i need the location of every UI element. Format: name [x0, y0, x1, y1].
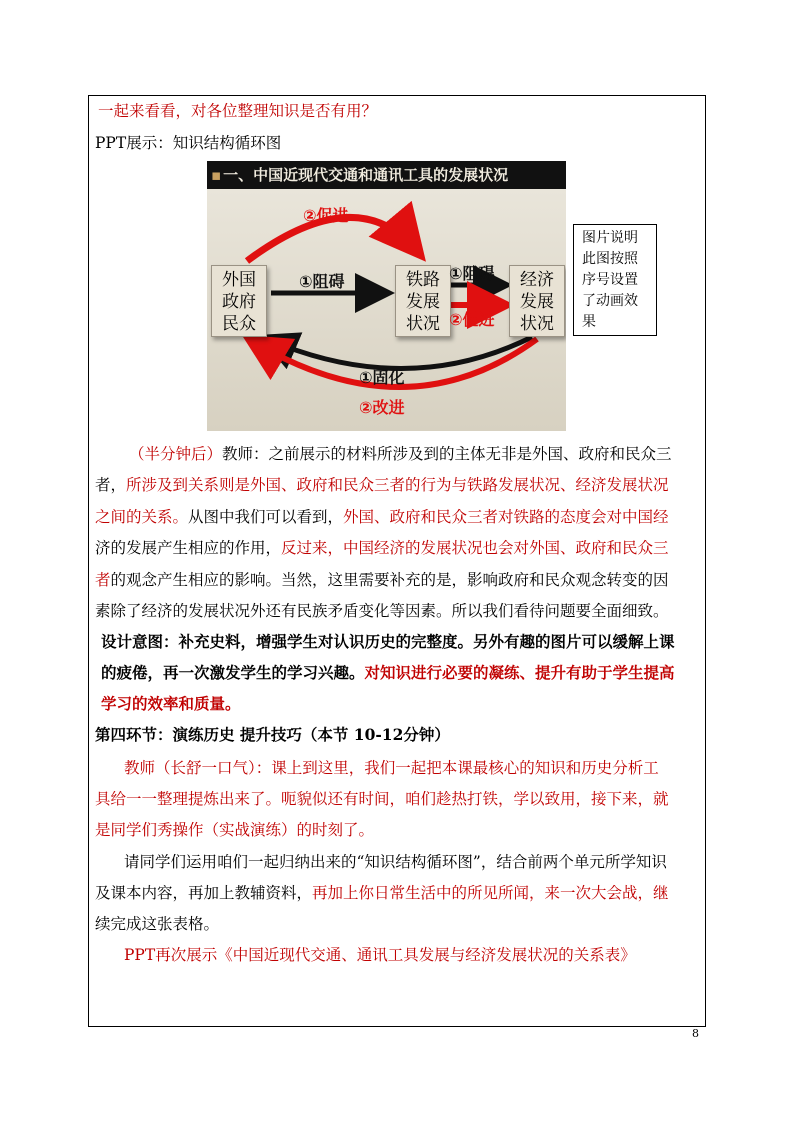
box-right-line: 状况	[520, 314, 554, 334]
para-span: 从图中我们可以看到，	[188, 508, 344, 526]
label-promote-top: ②促进	[303, 206, 349, 225]
student-line	[95, 883, 669, 903]
label-improve: ②改进	[359, 398, 405, 417]
para-span: （半分钟后）	[129, 445, 223, 463]
box-economy-status	[509, 265, 565, 337]
figure-body	[207, 189, 566, 431]
intro-line: 一起来看看，对各位整理知识是否有用？	[98, 102, 378, 120]
design-intent-line	[101, 663, 675, 683]
box-mid-line: 铁路	[406, 270, 440, 290]
student-line: 续完成这张表格。	[95, 915, 220, 933]
label-solidify: ①固化	[359, 368, 405, 387]
box-right-line: 经济	[520, 270, 554, 290]
box-left-line: 政府	[222, 292, 256, 312]
label-hinder-small: ①阻碍	[449, 264, 495, 283]
student-line: 请同学们运用咱们一起归纳出来的“知识结构循环图”，结合前两个单元所学知识	[124, 853, 667, 871]
para-line	[95, 507, 669, 527]
teacher-line: 具给一一整理提炼出来了。呃貌似还有时间，咱们趁热打铁，学以致用，接下来，就	[95, 790, 669, 808]
note-line: 果	[582, 314, 596, 330]
para-line	[95, 570, 669, 590]
para-line	[95, 475, 669, 495]
note-line: 此图按照	[582, 251, 638, 267]
student-span: 及课本内容，再加上教辅资料，	[95, 884, 313, 902]
design-intent-line: 学习的效率和质量。	[101, 694, 241, 713]
para-span: 之间的关系。	[95, 508, 189, 526]
box-right-line: 发展	[520, 292, 554, 312]
para-line	[129, 444, 672, 464]
label-hinder-main: ①阻碍	[299, 272, 345, 291]
section-heading: 第四环节：演练历史 提升技巧（本节 10-12分钟）	[95, 725, 450, 744]
figure-note-box	[573, 224, 657, 336]
para-span: 者	[95, 571, 111, 589]
ppt-second-caption: PPT再次展示《中国近现代交通、通讯工具发展与经济发展状况的关系表》	[124, 946, 636, 964]
para-span: 者，	[95, 476, 127, 494]
para-span: 济的发展产生相应的作用，	[95, 539, 282, 557]
teacher-line: 教师（长舒一口气）：课上到这里，我们一起把本课最核心的知识和历史分析工	[124, 759, 659, 777]
box-railway-status	[395, 265, 451, 337]
note-line: 图片说明	[582, 230, 638, 246]
teacher-line: 是同学们秀操作（实战演练）的时刻了。	[95, 821, 375, 839]
box-left-line: 外国	[222, 270, 256, 290]
box-mid-line: 状况	[406, 314, 440, 334]
para-line: 素除了经济的发展状况外还有民族矛盾变化等因素。所以我们看待问题要全面细致。	[95, 602, 669, 620]
para-span: 外国、政府和民众三者对铁路的态度会对中国经	[343, 508, 669, 526]
para-span: 所涉及到关系则是外国、政府和民众三者的行为与铁路发展状况、经济发展状况	[126, 476, 669, 494]
student-span: 再加上你日常生活中的所见所闻，来一次大会战，继	[312, 884, 669, 902]
page-number: 8	[692, 1027, 699, 1040]
design-span: 的疲倦，再一次激发学生的学习兴趣。	[101, 663, 365, 682]
figure-title-bar: ▪ 一、中国近现代交通和通讯工具的发展状况	[207, 161, 566, 189]
label-promote-small: ②促进	[449, 310, 495, 329]
figure-title: 一、中国近现代交通和通讯工具的发展状况	[223, 166, 509, 184]
box-foreign-gov-people	[211, 265, 267, 337]
ppt-caption: PPT展示：知识结构循环图	[95, 134, 282, 152]
note-line: 序号设置	[582, 272, 638, 288]
knowledge-cycle-figure	[207, 161, 566, 431]
design-span: 对知识进行必要的凝练、提升有助于学生提高	[364, 663, 675, 682]
para-span: 教师：之前展示的材料所涉及到的主体无非是外国、政府和民众三	[222, 445, 672, 463]
para-line	[95, 538, 669, 558]
note-line: 了动画效	[582, 293, 638, 309]
box-mid-line: 发展	[406, 292, 440, 312]
para-span: 反过来，中国经济的发展状况也会对外国、政府和民众三	[281, 539, 669, 557]
box-left-line: 民众	[222, 314, 256, 334]
para-span: 的观念产生相应的影响。当然，这里需要补充的是，影响政府和民众观念转变的因	[110, 571, 669, 589]
design-intent-line: 设计意图：补充史料，增强学生对认识历史的完整度。另外有趣的图片可以缓解上课	[101, 632, 675, 651]
